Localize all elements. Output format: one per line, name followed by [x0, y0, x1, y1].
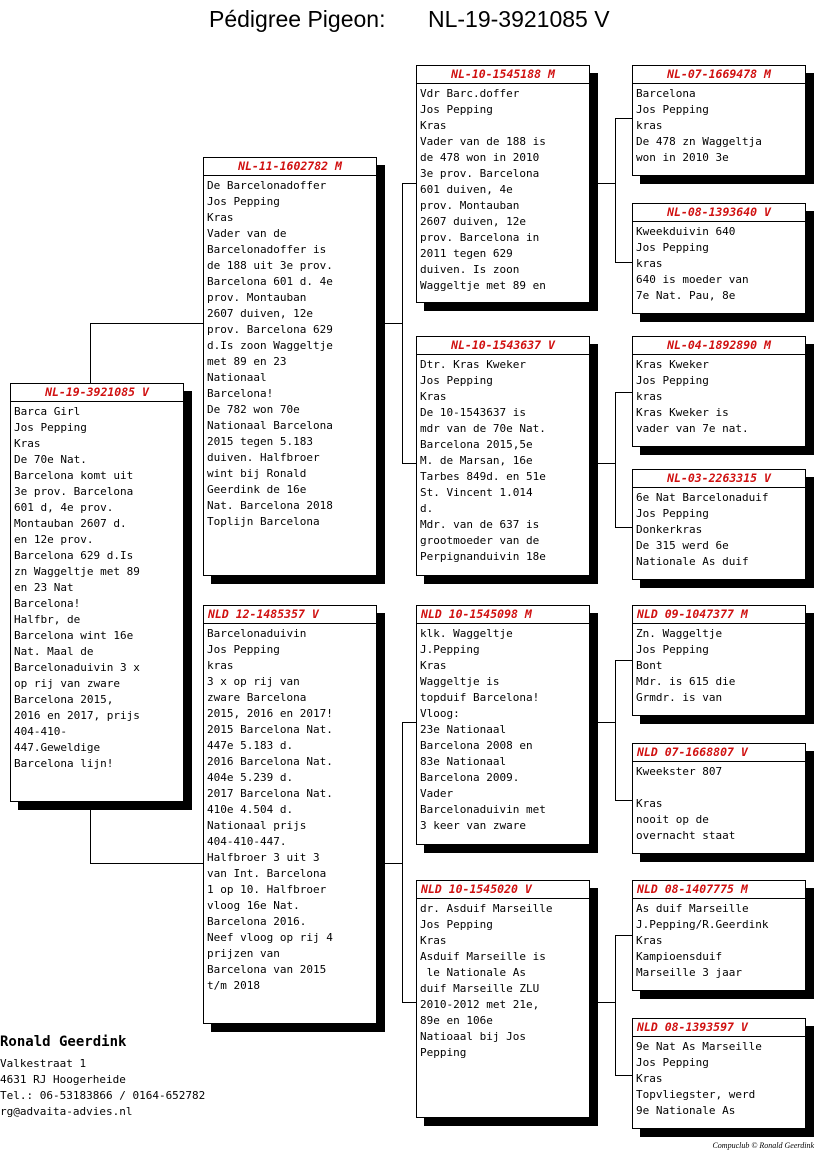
pigeon-info: De Barcelonadoffer Jos Pepping Kras Vader van de Barcelonadoffer is de 188 uit 3e prov. Barcelona 601 d. 4e prov. Montauban 2607 duiven, 12e prov. Barcelona 629 d.Is zoon Waggeltje met 89 en 23 Nationaal Barcelona! De 782 won 70e Nationaal Barcelona 2015 tegen 5.183 duiven. Halfbroer wint bij Ronald Geerdink de 16e Nat. Barcelona 2018 Toplijn Barcelona — [207, 179, 333, 528]
pigeon-info: Barca Girl Jos Pepping Kras De 70e Nat. Barcelona komt uit 3e prov. Barcelona 601 d, 4e prov. Montauban 2607 d. en 12e prov. Barcelona 629 d.Is zn Waggeltje met 89 en 23 Nat Barcelona! Halfbr, de Barcelona wint 16e Nat. Maal de Barcelonaduivin 3 x op rij van zware Barcelona 2015, 2016 en 2017, prijs 404-410- 447.Geweldige Barcelona lijn! — [14, 405, 140, 770]
pigeon-card-sd-dam[interactable] — [632, 469, 806, 580]
pigeon-info: Kras Kweker Jos Pepping kras Kras Kweker is vader van 7e nat. — [636, 358, 749, 435]
connector-line — [402, 722, 403, 1002]
page-title — [0, 4, 816, 34]
pigeon-card-ss-dam[interactable] — [632, 203, 806, 314]
pigeon-info: Zn. Waggeltje Jos Pepping Bont Mdr. is 615 die Grmdr. is van — [636, 627, 736, 704]
pigeon-info: Kweekduivin 640 Jos Pepping kras 640 is moeder van 7e Nat. Pau, 8e — [636, 225, 749, 302]
pigeon-card-sd-sire[interactable] — [632, 336, 806, 447]
connector-line — [590, 463, 615, 464]
owner-email[interactable]: rg@advaita-advies.nl — [0, 1105, 133, 1118]
owner-street: Valkestraat 1 — [0, 1057, 87, 1070]
ring-number: NL-03-2263315 V — [633, 470, 805, 488]
pigeon-card-dam-dam[interactable] — [416, 880, 590, 1118]
title-label: Pédigree Pigeon: — [209, 6, 386, 32]
connector-line — [615, 935, 616, 1075]
pigeon-card-dd-sire[interactable] — [632, 880, 806, 991]
ring-number: NL-10-1545188 M — [417, 66, 589, 84]
connector-line — [615, 392, 616, 527]
pigeon-card-dam-sire[interactable] — [416, 605, 590, 845]
connector-line — [590, 722, 615, 723]
connector-line — [90, 323, 91, 383]
connector-line — [615, 527, 632, 528]
connector-line — [402, 183, 417, 184]
ring-number: NL-11-1602782 M — [204, 158, 376, 176]
connector-line — [377, 323, 402, 324]
pigeon-card-ds-dam[interactable] — [632, 743, 806, 854]
ring-number: NLD 10-1545098 M — [417, 606, 589, 624]
connector-line — [90, 323, 204, 324]
footer-copyright: Compuclub © Ronald Geerdink — [712, 1141, 814, 1150]
connector-line — [402, 722, 417, 723]
pigeon-card-ds-sire[interactable] — [632, 605, 806, 716]
connector-line — [615, 262, 632, 263]
connector-line — [402, 463, 417, 464]
ring-number: NLD 09-1047377 M — [633, 606, 805, 624]
ring-number: NLD 07-1668807 V — [633, 744, 805, 762]
pigeon-card-dam[interactable] — [203, 605, 377, 1024]
ring-number: NLD 10-1545020 V — [417, 881, 589, 899]
pigeon-info: Barcelona Jos Pepping kras De 478 zn Waggeltja won in 2010 3e — [636, 87, 762, 164]
pigeon-card-subject[interactable] — [10, 383, 184, 802]
connector-line — [90, 810, 91, 863]
connector-line — [590, 183, 615, 184]
title-ring: NL-19-3921085 V — [428, 6, 610, 32]
pigeon-info: Kweekster 807 Kras nooit op de overnacht staat — [636, 765, 736, 842]
pigeon-info: klk. Waggeltje J.Pepping Kras Waggeltje is topduif Barcelona! Vloog: 23e Nationaal Barcelona 2008 en 83e Nationaal Barcelona 2009. Vader Barcelonaduivin met 3 keer van zware — [420, 627, 546, 832]
pigeon-info: As duif Marseille J.Pepping/R.Geerdink Kras Kampioensduif Marseille 3 jaar — [636, 902, 769, 979]
ring-number: NLD 08-1393597 V — [633, 1019, 805, 1037]
pigeon-info: Dtr. Kras Kweker Jos Pepping Kras De 10-1543637 is mdr van de 70e Nat. Barcelona 2015,5e M. de Marsan, 16e Tarbes 849d. en 51e St. Vincent 1.014 d. Mdr. van de 637 is grootmoeder van de Perpignanduivin 18e — [420, 358, 546, 563]
ring-number: NLD 12-1485357 V — [204, 606, 376, 624]
connector-line — [590, 1002, 615, 1003]
connector-line — [377, 863, 402, 864]
ring-number: NL-07-1669478 M — [633, 66, 805, 84]
pigeon-card-sire[interactable] — [203, 157, 377, 576]
pigeon-card-ss-sire[interactable] — [632, 65, 806, 176]
connector-line — [615, 660, 632, 661]
connector-line — [90, 863, 204, 864]
pigeon-info: 6e Nat Barcelonaduif Jos Pepping Donkerkras De 315 werd 6e Nationale As duif — [636, 491, 769, 568]
connector-line — [615, 392, 632, 393]
connector-line — [615, 660, 616, 800]
connector-line — [615, 1075, 632, 1076]
pigeon-card-dd-dam[interactable] — [632, 1018, 806, 1129]
ring-number: NL-19-3921085 V — [11, 384, 183, 402]
connector-line — [615, 118, 632, 119]
pigeon-card-sire-sire[interactable] — [416, 65, 590, 303]
connector-line — [615, 118, 616, 262]
pigeon-info: Barcelonaduivin Jos Pepping kras 3 x op rij van zware Barcelona 2015, 2016 en 2017! 2015 Barcelona Nat. 447e 5.183 d. 2016 Barcelona Nat. 404e 5.239 d. 2017 Barcelona Nat. 410e 4.504 d. Nationaal prijs 404-410-447. Halfbroer 3 uit 3 van Int. Barcelona 1 op 10. Halfbroer vloog 16e Nat. Barcelona 2016. Neef vloog op rij 4 prijzen van Barcelona van 2015 t/m 2018 — [207, 627, 333, 992]
connector-line — [402, 183, 403, 463]
owner-phone: Tel.: 06-53183866 / 0164-652782 — [0, 1089, 206, 1102]
ring-number: NL-10-1543637 V — [417, 337, 589, 355]
owner-city: 4631 RJ Hoogerheide — [0, 1073, 126, 1086]
connector-line — [615, 800, 632, 801]
owner-block — [0, 1034, 205, 1120]
ring-number: NLD 08-1407775 M — [633, 881, 805, 899]
owner-name: Ronald Geerdink — [0, 1034, 127, 1050]
pigeon-info: dr. Asduif Marseille Jos Pepping Kras Asduif Marseille is le Nationale As duif Marseille ZLU 2010-2012 met 21e, 89e en 106e Natioaal bij Jos Pepping — [420, 902, 553, 1059]
pigeon-info: Vdr Barc.doffer Jos Pepping Kras Vader van de 188 is de 478 won in 2010 3e prov. Barcelona 601 duiven, 4e prov. Montauban 2607 duiven, 12e prov. Barcelona in 2011 tegen 629 duiven. Is zoon Waggeltje met 89 en — [420, 87, 546, 292]
pigeon-info: 9e Nat As Marseille Jos Pepping Kras Topvliegster, werd 9e Nationale As — [636, 1040, 762, 1117]
connector-line — [402, 1002, 417, 1003]
ring-number: NL-04-1892890 M — [633, 337, 805, 355]
ring-number: NL-08-1393640 V — [633, 204, 805, 222]
connector-line — [615, 935, 632, 936]
pigeon-card-sire-dam[interactable] — [416, 336, 590, 576]
